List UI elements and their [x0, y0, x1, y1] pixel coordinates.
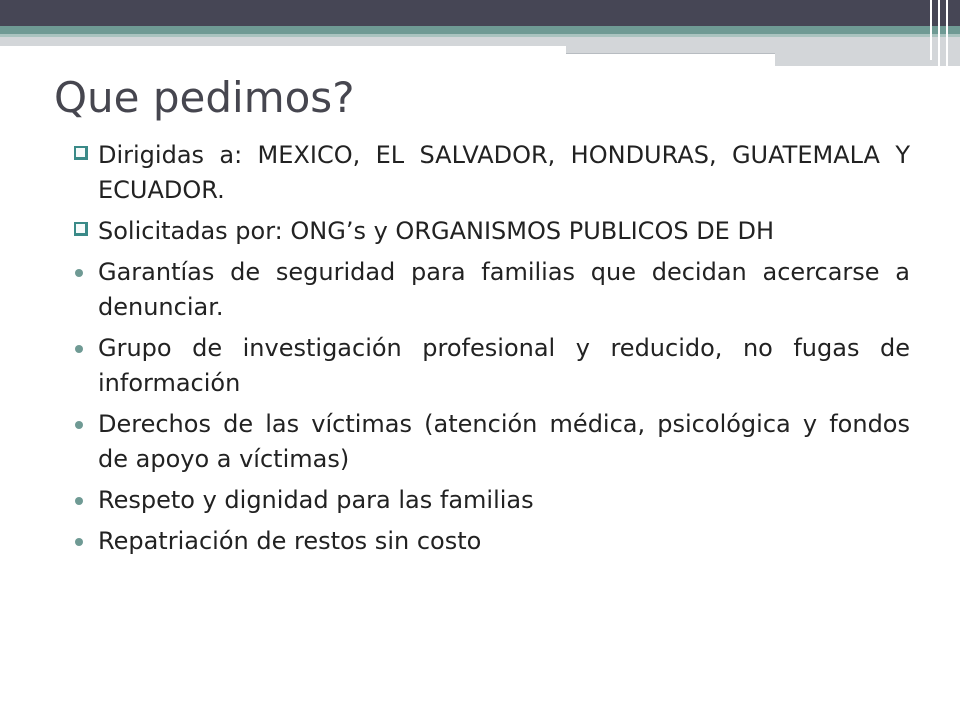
list-item-text: Derechos de las víctimas (atención médica, psicológica y fondos de apoyo a víctimas) [98, 410, 910, 473]
bullet-dot-icon [75, 497, 83, 505]
list-item-text: Grupo de investigación profesional y reducido, no fugas de información [98, 334, 910, 397]
list-item [74, 483, 910, 518]
list-item [74, 407, 910, 477]
bullet-dot-icon [75, 269, 83, 277]
list-item-text: Respeto y dignidad para las familias [98, 486, 534, 514]
header-band-gray [0, 37, 960, 46]
bullet-list [74, 138, 910, 565]
header-band-step [566, 46, 960, 53]
list-item [74, 524, 910, 559]
list-item-text: Dirigidas a: MEXICO, EL SALVADOR, HONDURAS, GUATEMALA Y ECUADOR. [98, 141, 910, 204]
header-band-teal [0, 26, 960, 34]
bullet-dot-icon [75, 345, 83, 353]
list-item-text: Repatriación de restos sin costo [98, 527, 482, 555]
header-band-step [775, 53, 960, 66]
list-item [74, 138, 910, 208]
header-divider-line [938, 0, 940, 66]
list-item [74, 331, 910, 401]
list-item-text: Solicitadas por: ONG’s y ORGANISMOS PUBLICOS DE DH [98, 217, 774, 245]
header-divider-line [946, 0, 948, 66]
bullet-dot-icon [75, 421, 83, 429]
square-checkbox-icon [74, 222, 88, 236]
list-item [74, 214, 910, 249]
square-checkbox-icon [74, 146, 88, 160]
header-divider-line [930, 0, 932, 60]
list-item-text: Garantías de seguridad para familias que decidan acercarse a denunciar. [98, 258, 910, 321]
header-band-dark [0, 0, 960, 26]
bullet-dot-icon [75, 538, 83, 546]
list-item [74, 255, 910, 325]
slide-title: Que pedimos? [54, 73, 355, 122]
